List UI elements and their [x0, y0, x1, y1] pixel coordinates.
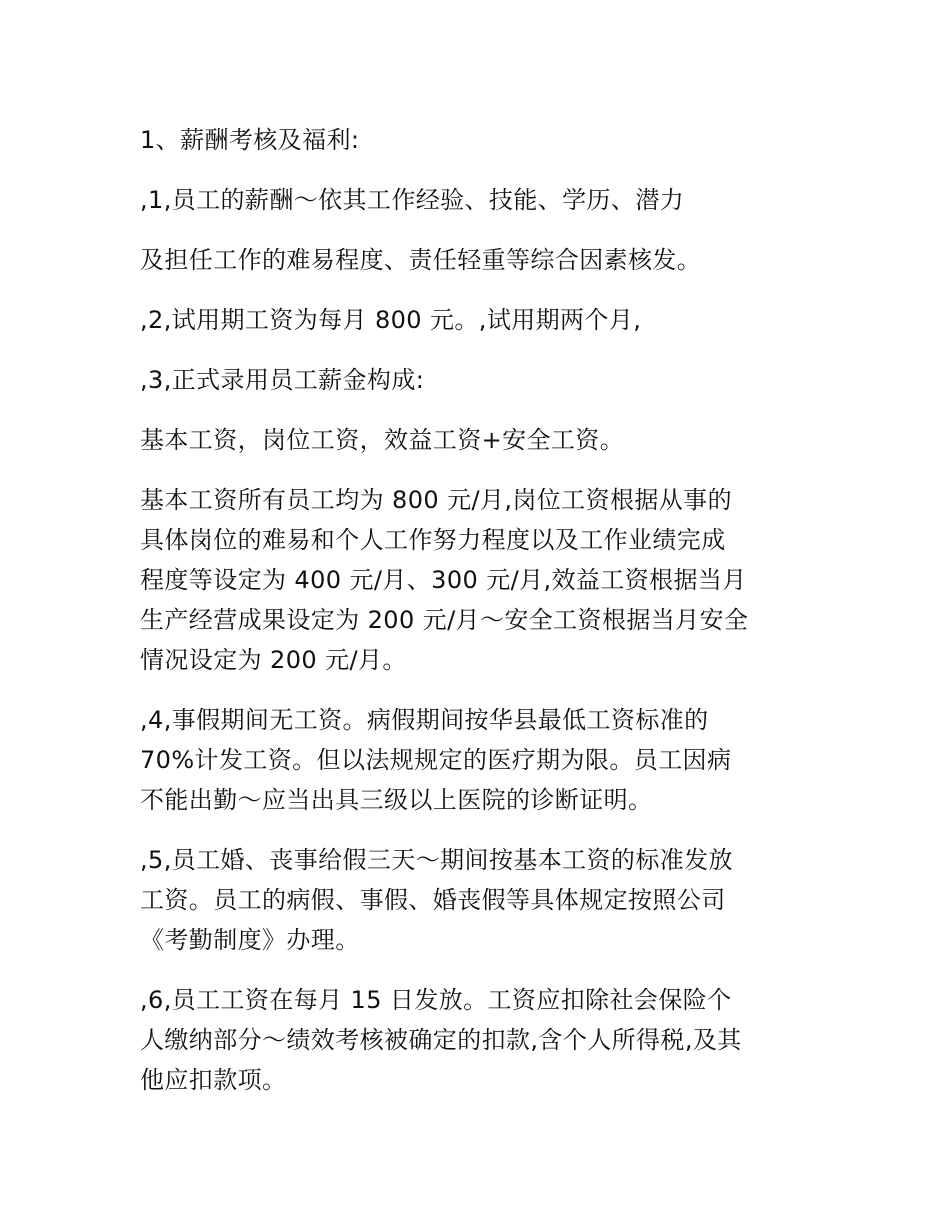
paragraph-line: 不能出勤～应当出具三级以上医院的诊断证明。: [140, 786, 653, 814]
paragraph-1: [140, 180, 820, 220]
paragraph-line: ,5,员工婚、丧事给假三天～期间按基本工资的标准发放: [140, 846, 733, 874]
section-heading: 1、薪酬考核及福利:: [140, 126, 360, 154]
paragraph-line: 生产经营成果设定为 200 元/月～安全工资根据当月安全: [140, 606, 749, 634]
paragraph-line: ,4,事假期间无工资。病假期间按华县最低工资标准的: [140, 706, 709, 734]
paragraph-line: 工资。员工的病假、事假、婚丧假等具体规定按照公司: [140, 886, 726, 914]
paragraph-5: [140, 420, 820, 460]
paragraph-line: 具体岗位的难易和个人工作努力程度以及工作业绩完成: [140, 526, 726, 554]
paragraph-line: 情况设定为 200 元/月。: [140, 646, 407, 674]
paragraph-line: 基本工资，岗位工资，效益工资+安全工资。: [140, 426, 625, 454]
paragraph-line: 他应扣款项。: [140, 1066, 287, 1094]
paragraph-9: [140, 980, 820, 1100]
paragraph-line: ,2,试用期工资为每月 800 元。,试用期两个月,: [140, 306, 642, 334]
paragraph-7: [140, 700, 820, 820]
paragraph-6: [140, 480, 820, 680]
paragraph-line: 人缴纳部分～绩效考核被确定的扣款,含个人所得税,及其: [140, 1026, 742, 1054]
paragraph-line: ,6,员工工资在每月 15 日发放。工资应扣除社会保险个: [140, 986, 732, 1014]
paragraph-line: ,1,员工的薪酬～依其工作经验、技能、学历、潜力: [140, 186, 685, 214]
paragraph-line: 程度等设定为 400 元/月、300 元/月,效益工资根据当月: [140, 566, 747, 594]
paragraph-2: [140, 240, 820, 280]
paragraph-line: ,3,正式录用员工薪金构成:: [140, 366, 425, 394]
paragraph-3: [140, 300, 820, 340]
paragraph-4: [140, 360, 820, 400]
paragraph-line: 70%计发工资。但以法规规定的医疗期为限。员工因病: [140, 746, 732, 774]
paragraph-line: 《考勤制度》办理。: [140, 926, 360, 954]
paragraph-8: [140, 840, 820, 960]
paragraph-line: 及担任工作的难易程度、责任轻重等综合因素核发。: [140, 246, 702, 274]
paragraph-line: 基本工资所有员工均为 800 元/月,岗位工资根据从事的: [140, 486, 732, 514]
